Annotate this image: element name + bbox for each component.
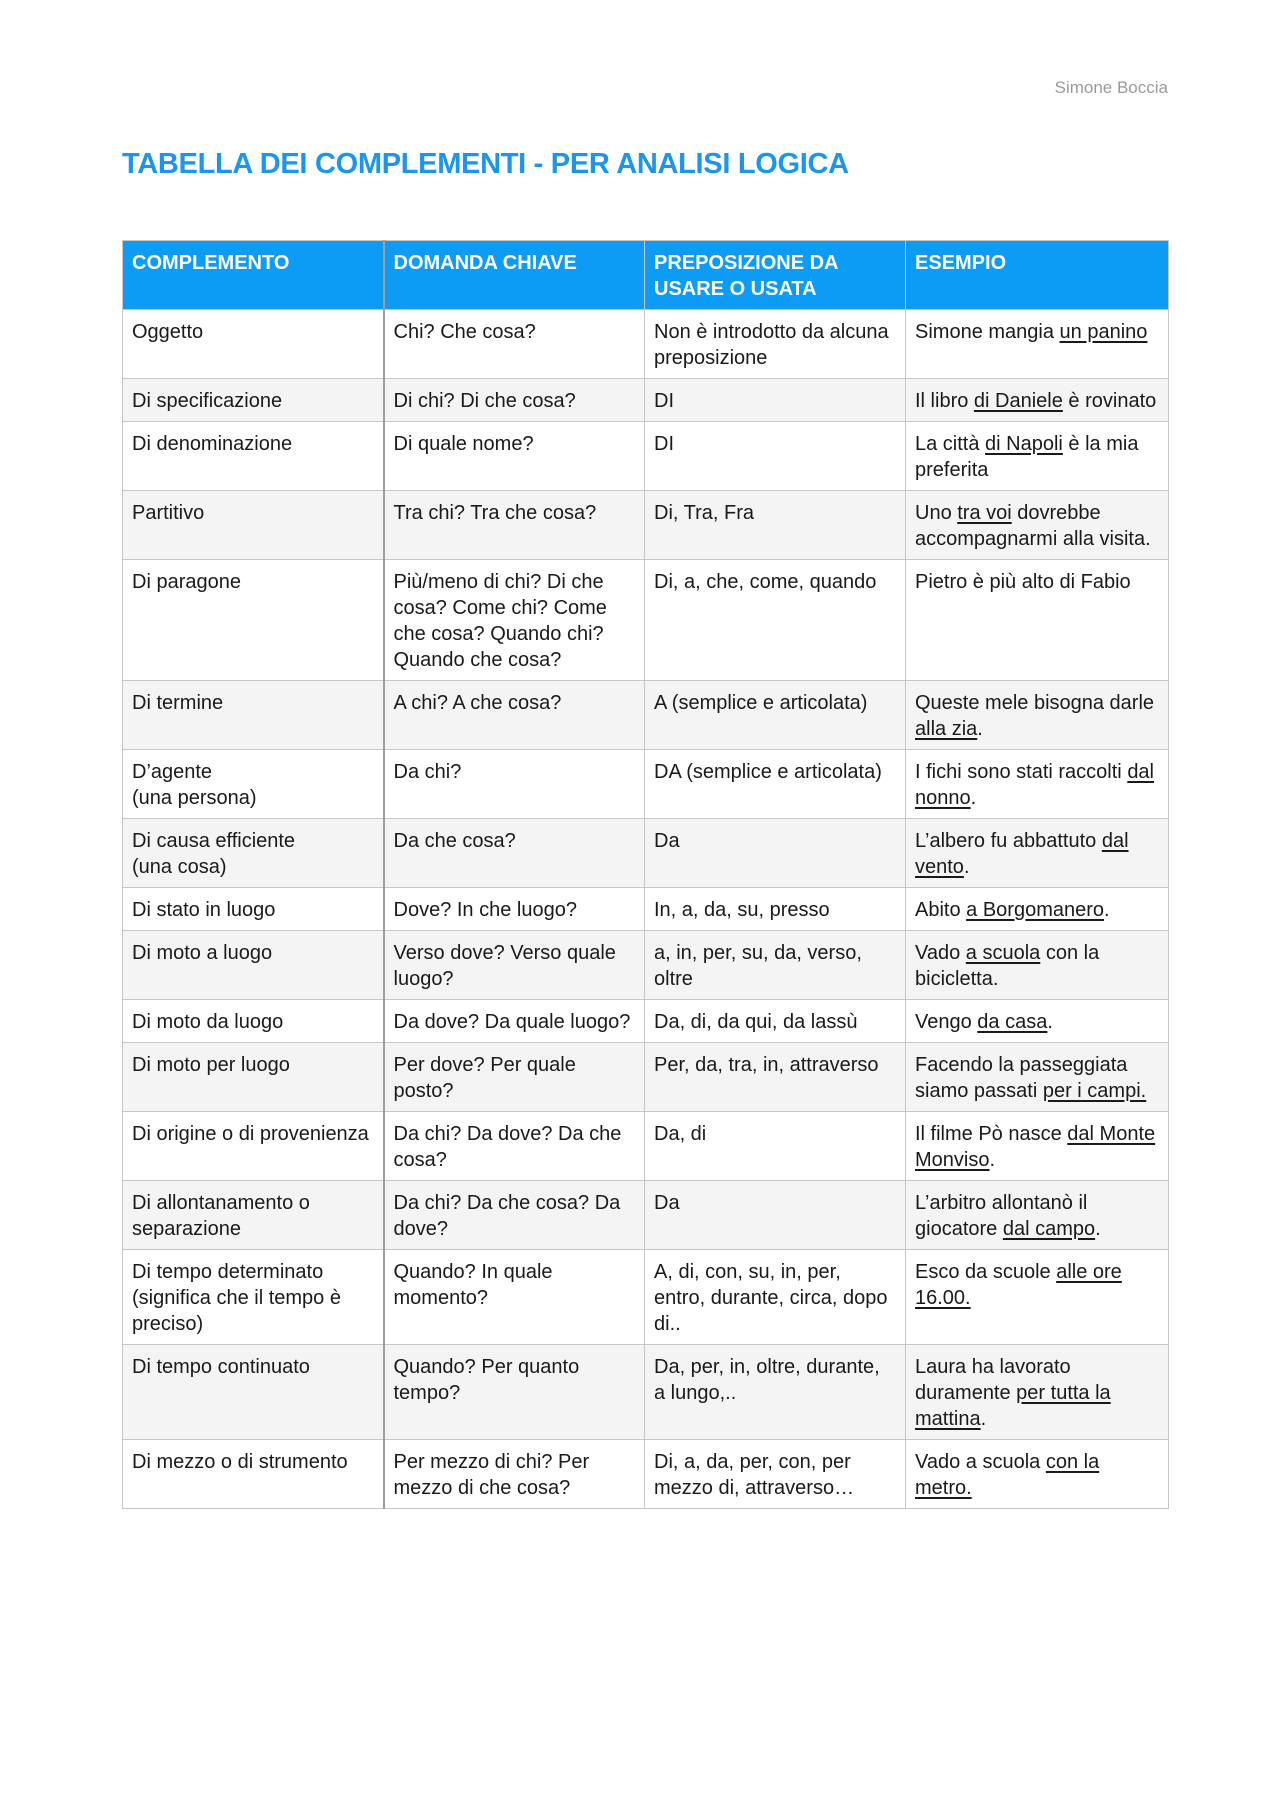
esempio-text: La città	[915, 433, 986, 455]
esempio-text: .	[977, 718, 983, 740]
table-row	[123, 1345, 1169, 1440]
cell-complemento	[123, 1000, 384, 1043]
cell-preposizione: Da	[645, 1181, 906, 1250]
esempio-text: è rovinato	[1062, 390, 1157, 412]
complemento-line: Di moto da luogo	[132, 1011, 284, 1033]
cell-complemento	[123, 931, 384, 1000]
cell-esempio	[906, 819, 1169, 888]
complemento-line: Partitivo	[132, 502, 205, 524]
cell-domanda: Chi? Che cosa?	[384, 310, 645, 379]
cell-complemento	[123, 491, 384, 560]
cell-esempio	[906, 1440, 1169, 1509]
cell-domanda: Da chi?	[384, 750, 645, 819]
esempio-text: Queste mele bisogna darle	[915, 692, 1155, 714]
cell-complemento	[123, 750, 384, 819]
cell-esempio	[906, 1250, 1169, 1345]
complemento-line: Di tempo continuato	[132, 1356, 310, 1378]
complemento-line: Di allontanamento o separazione	[132, 1192, 310, 1240]
esempio-underlined: dal campo	[1002, 1218, 1096, 1240]
cell-esempio	[906, 310, 1169, 379]
cell-domanda: Per dove? Per quale posto?	[384, 1043, 645, 1112]
cell-preposizione: Da, di, da qui, da lassù	[645, 1000, 906, 1043]
esempio-text: Pietro è più alto di Fabio	[915, 571, 1131, 593]
complemento-line: Di denominazione	[132, 433, 293, 455]
table-row	[123, 1112, 1169, 1181]
table-row	[123, 491, 1169, 560]
cell-preposizione: DI	[645, 422, 906, 491]
cell-esempio	[906, 681, 1169, 750]
cell-preposizione: A (semplice e articolata)	[645, 681, 906, 750]
cell-domanda: Da chi? Da dove? Da che cosa?	[384, 1112, 645, 1181]
esempio-underlined: un panino	[1059, 321, 1148, 343]
esempio-text: .	[963, 856, 970, 878]
cell-domanda: Di chi? Di che cosa?	[384, 379, 645, 422]
esempio-text: Vado a scuola	[915, 1451, 1046, 1473]
esempio-underlined: a Borgomanero	[966, 899, 1105, 921]
esempio-text: Il filme Pò nasce	[915, 1123, 1068, 1145]
esempio-text: Laura ha lavorato duramente	[915, 1356, 1071, 1404]
complemento-line: Di stato in luogo	[132, 899, 276, 921]
cell-preposizione: Per, da, tra, in, attraverso	[645, 1043, 906, 1112]
cell-preposizione: Da, per, in, oltre, durante, a lungo,..	[645, 1345, 906, 1440]
esempio-text: I fichi sono stati raccolti	[915, 761, 1128, 783]
cell-preposizione: a, in, per, su, da, verso, oltre	[645, 931, 906, 1000]
complemento-line: (una persona)	[132, 787, 257, 809]
esempio-text: Uno	[915, 502, 958, 524]
cell-complemento	[123, 560, 384, 681]
table-body	[123, 310, 1169, 1509]
cell-esempio	[906, 491, 1169, 560]
header-complemento: COMPLEMENTO	[123, 241, 384, 310]
cell-domanda: Verso dove? Verso quale luogo?	[384, 931, 645, 1000]
esempio-text: .	[1104, 899, 1110, 921]
table-row	[123, 819, 1169, 888]
cell-domanda: Quando? Per quanto tempo?	[384, 1345, 645, 1440]
table-row	[123, 1250, 1169, 1345]
cell-esempio	[906, 1181, 1169, 1250]
cell-domanda: Di quale nome?	[384, 422, 645, 491]
table-row	[123, 560, 1169, 681]
complemento-line: Di specificazione	[132, 390, 283, 412]
complemento-line: Di termine	[132, 692, 224, 714]
cell-complemento	[123, 819, 384, 888]
cell-domanda: A chi? A che cosa?	[384, 681, 645, 750]
complementi-table	[122, 240, 1169, 1509]
cell-domanda: Per mezzo di chi? Per mezzo di che cosa?	[384, 1440, 645, 1509]
cell-preposizione: Non è introdotto da alcuna preposizione	[645, 310, 906, 379]
table-row	[123, 379, 1169, 422]
complemento-line: Di causa efficiente	[132, 830, 296, 852]
esempio-text: Facendo la passeggiata siamo passati	[915, 1054, 1128, 1102]
table-row	[123, 681, 1169, 750]
cell-preposizione: Di, a, da, per, con, per mezzo di, attraverso…	[645, 1440, 906, 1509]
cell-esempio	[906, 1043, 1169, 1112]
table-row	[123, 931, 1169, 1000]
esempio-text: Abito	[915, 899, 967, 921]
cell-complemento	[123, 681, 384, 750]
esempio-underlined: con la metro.	[915, 1451, 1100, 1499]
cell-preposizione: Da	[645, 819, 906, 888]
cell-domanda: Tra chi? Tra che cosa?	[384, 491, 645, 560]
cell-complemento	[123, 888, 384, 931]
esempio-underlined: alle ore 16.00.	[915, 1261, 1122, 1309]
cell-preposizione: DI	[645, 379, 906, 422]
table-row	[123, 1000, 1169, 1043]
cell-complemento	[123, 1043, 384, 1112]
esempio-text: è la mia preferita	[915, 433, 1139, 481]
cell-esempio	[906, 422, 1169, 491]
esempio-underlined: per tutta la mattina	[915, 1382, 1111, 1430]
esempio-underlined: a scuola	[965, 942, 1041, 964]
esempio-text: .	[1095, 1218, 1101, 1240]
esempio-underlined: dal nonno	[915, 761, 1155, 809]
cell-preposizione: DA (semplice e articolata)	[645, 750, 906, 819]
cell-preposizione: In, a, da, su, presso	[645, 888, 906, 931]
complemento-line: Di tempo determinato (significa che il tempo è preciso)	[132, 1261, 341, 1335]
cell-complemento	[123, 1112, 384, 1181]
esempio-underlined: per i campi.	[1042, 1080, 1147, 1102]
author-name: Simone Boccia	[1054, 78, 1168, 97]
esempio-text: L’arbitro allontanò il giocatore	[915, 1192, 1088, 1240]
cell-domanda: Dove? In che luogo?	[384, 888, 645, 931]
cell-complemento	[123, 1250, 384, 1345]
complemento-line: (una cosa)	[132, 856, 227, 878]
esempio-text: dovrebbe accompagnarmi alla visita.	[915, 502, 1151, 550]
esempio-underlined: alla zia	[915, 718, 978, 740]
cell-domanda: Da chi? Da che cosa? Da dove?	[384, 1181, 645, 1250]
cell-complemento	[123, 1440, 384, 1509]
page-title: TABELLA DEI COMPLEMENTI - PER ANALISI LOGICA	[122, 148, 849, 180]
complemento-line: Oggetto	[132, 321, 204, 343]
table-row	[123, 750, 1169, 819]
complemento-line: Di moto per luogo	[132, 1054, 290, 1076]
table-row	[123, 422, 1169, 491]
complemento-line: Di mezzo o di strumento	[132, 1451, 348, 1473]
cell-esempio	[906, 888, 1169, 931]
esempio-text: .	[989, 1149, 996, 1171]
cell-preposizione: Da, di	[645, 1112, 906, 1181]
header-domanda-chiave: DOMANDA CHIAVE	[384, 241, 645, 310]
cell-preposizione: Di, a, che, come, quando	[645, 560, 906, 681]
esempio-text: Il libro	[915, 390, 974, 412]
complemento-line: Di paragone	[132, 571, 241, 593]
cell-esempio	[906, 560, 1169, 681]
cell-complemento	[123, 422, 384, 491]
esempio-text: Vado	[915, 942, 966, 964]
esempio-underlined: di Napoli	[985, 433, 1063, 455]
cell-complemento	[123, 310, 384, 379]
esempio-text: L’albero fu abbattuto	[915, 830, 1102, 852]
esempio-text: .	[970, 787, 977, 809]
table-row	[123, 1440, 1169, 1509]
esempio-text: Esco da scuole	[915, 1261, 1057, 1283]
table-header-row	[123, 241, 1169, 310]
cell-domanda: Da dove? Da quale luogo?	[384, 1000, 645, 1043]
table-row	[123, 310, 1169, 379]
cell-complemento	[123, 1345, 384, 1440]
cell-complemento	[123, 1181, 384, 1250]
esempio-text: .	[980, 1408, 987, 1430]
cell-esempio	[906, 931, 1169, 1000]
cell-complemento	[123, 379, 384, 422]
esempio-text: Vengo	[915, 1011, 978, 1033]
cell-esempio	[906, 1345, 1169, 1440]
cell-esempio	[906, 1112, 1169, 1181]
esempio-text: Simone mangia	[915, 321, 1060, 343]
cell-domanda: Più/meno di chi? Di che cosa? Come chi? Come che cosa? Quando chi? Quando che cosa?	[384, 560, 645, 681]
complemento-line: Di origine o di provenienza	[132, 1123, 369, 1145]
esempio-text: con la bicicletta.	[915, 942, 1100, 990]
cell-preposizione: Di, Tra, Fra	[645, 491, 906, 560]
cell-preposizione: A, di, con, su, in, per, entro, durante, circa, dopo di..	[645, 1250, 906, 1345]
esempio-underlined: tra voi	[957, 502, 1012, 524]
esempio-underlined: di Daniele	[973, 390, 1063, 412]
table-row	[123, 1181, 1169, 1250]
header-esempio: ESEMPIO	[906, 241, 1169, 310]
complemento-line: Di moto a luogo	[132, 942, 273, 964]
header-preposizione: PREPOSIZIONE DA USARE O USATA	[645, 241, 906, 310]
esempio-text: .	[1047, 1011, 1053, 1033]
cell-domanda: Da che cosa?	[384, 819, 645, 888]
esempio-underlined: da casa	[977, 1011, 1048, 1033]
table-row	[123, 1043, 1169, 1112]
cell-esempio	[906, 379, 1169, 422]
cell-esempio	[906, 750, 1169, 819]
complemento-line: D’agente	[132, 761, 213, 783]
esempio-underlined: dal vento	[915, 830, 1129, 878]
cell-esempio	[906, 1000, 1169, 1043]
esempio-underlined: dal Monte Monviso	[915, 1123, 1156, 1171]
cell-domanda: Quando? In quale momento?	[384, 1250, 645, 1345]
table-row	[123, 888, 1169, 931]
